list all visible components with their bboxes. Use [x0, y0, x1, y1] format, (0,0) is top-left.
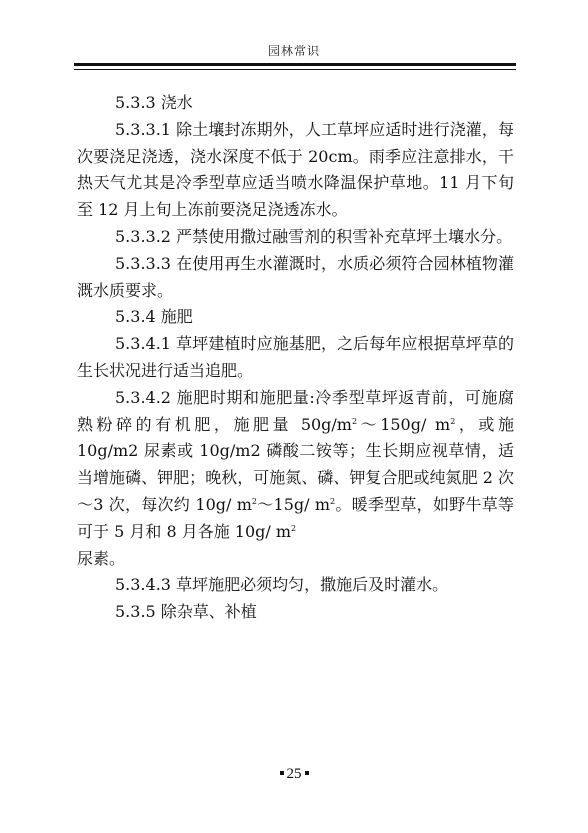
clause-5-3-3-1: 5.3.3.1 除土壤封冻期外，人工草坪应适时进行浇灌，每次要浇足浇透，浇水深度不低于 20cm。雨季应注意排水，干热天气尤其是冷季型草应适当喷水降温保护草地。11 月下旬至 12 月上旬上冻前要浇足浇透冻水。 [77, 119, 514, 220]
running-header-title: 园林常识 [267, 44, 320, 58]
page-number-bullet-left [280, 771, 284, 775]
page-number-bullet-right [305, 771, 309, 775]
clause-5-3-4-1: 5.3.4.1 草坪建植时应施基肥，之后每年应根据草坪草的生长状况进行适当追肥。 [77, 334, 514, 380]
clause-5-3-4-2-text-3: ，或施 10g/m2 尿素或 10g/m2 磷酸二铵等；生长期应视草情，适当增施磷、钾肥；晚秋，可施氮、磷、钾复合肥或纯氮肥 2 次～3 次，每次约 10g/ m [77, 414, 514, 514]
superscript-2: 2 [330, 496, 336, 506]
superscript-2: 2 [251, 496, 258, 506]
clause-5-3-4-3: 5.3.4.3 草坪施肥必须均匀，撒施后及时灌水。 [115, 575, 449, 595]
page-number [0, 766, 588, 783]
superscript-2: 2 [450, 416, 456, 426]
page-body [77, 90, 514, 626]
heading-5-3-4: 5.3.4 施肥 [115, 307, 193, 327]
clause-5-3-4-2-text-4: ～15g/ m [257, 494, 331, 514]
clause-5-3-4-2-text-2: ～150g/ m [357, 414, 451, 434]
clause-5-3-3-2: 5.3.3.2 严禁使用撒过融雪剂的积雪补充草坪土壤水分。 [115, 226, 513, 246]
clause-5-3-3-3: 5.3.3.3 在使用再生水灌溉时，水质必须符合园林植物灌溉水质要求。 [77, 253, 514, 300]
clause-5-3-4-2-text-1: 5.3.4.2 施肥时期和施肥量:冷季型草坪返青前，可施腐熟粉碎的有机肥，施肥量 50g/m [77, 387, 514, 434]
superscript-2: 2 [291, 523, 297, 533]
page-number-value: 25 [286, 766, 302, 782]
header-rule-thin [74, 69, 516, 70]
clause-5-3-4-2 [77, 385, 514, 573]
clause-5-3-4-2-text-5: 。暖季型草，如野牛草等可于 5 月和 8 月各施 10g/ m [77, 494, 514, 541]
heading-5-3-3: 5.3.3 浇水 [115, 93, 193, 112]
clause-5-3-4-2-text-6: 尿素。 [77, 548, 126, 568]
header-rule-thick [74, 63, 516, 66]
heading-5-3-5: 5.3.5 除杂草、补植 [115, 602, 257, 622]
superscript-2: 2 [351, 416, 358, 426]
